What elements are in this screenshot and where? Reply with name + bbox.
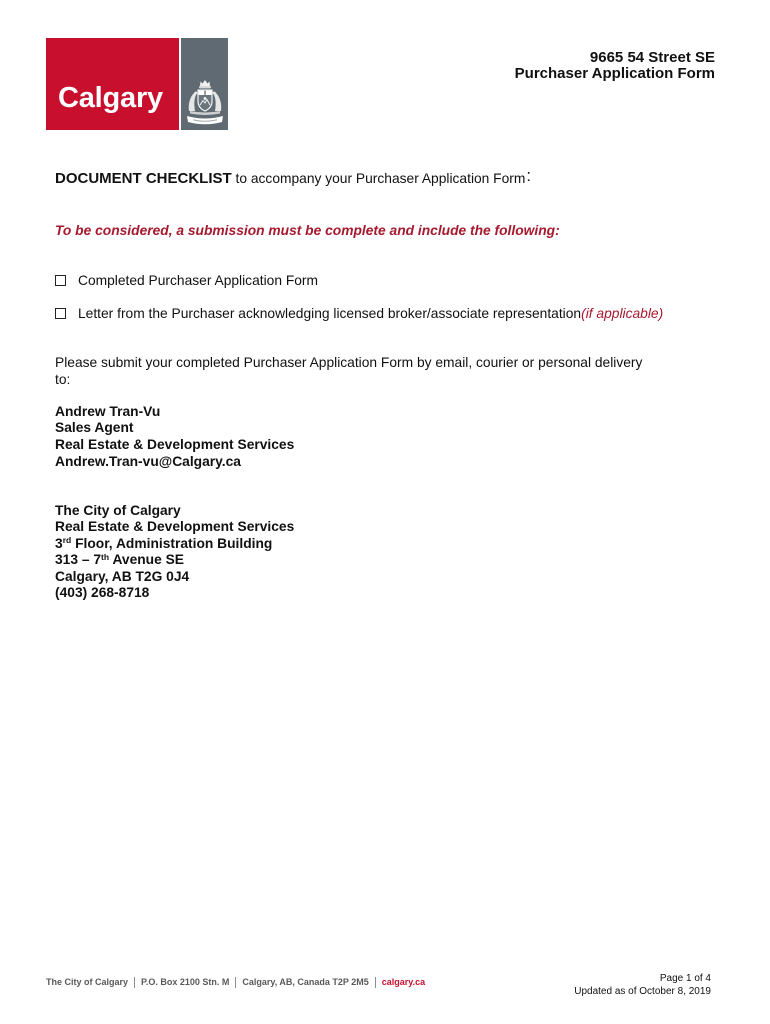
checklist-item-note: (if applicable) — [581, 305, 664, 321]
checklist-heading — [55, 169, 531, 188]
checkbox[interactable] — [55, 275, 66, 286]
property-address: 9665 54 Street SE — [589, 49, 715, 66]
page-info — [574, 972, 711, 998]
footer-letterhead — [46, 976, 425, 988]
logo-wordmark-panel — [46, 38, 179, 130]
floor-number: 3 — [55, 535, 63, 551]
footer-website: calgary.ca — [381, 977, 426, 987]
address-phone: (403) 268-8718 — [55, 585, 150, 601]
footer-po-box: P.O. Box 2100 Stn. M — [141, 977, 230, 987]
street-number: 313 – 7 — [55, 552, 102, 568]
address-street — [55, 552, 294, 568]
submission-instructions-line: to: — [55, 372, 71, 387]
contact-email: Andrew.Tran-vu@Calgary.ca — [55, 453, 241, 469]
coat-of-arms-icon — [185, 78, 225, 126]
last-updated: Updated as of October 8, 2019 — [574, 985, 711, 997]
city-of-calgary-logo — [46, 38, 228, 130]
contact-role: Sales Agent — [55, 420, 134, 436]
contact-name: Andrew Tran-Vu — [55, 403, 161, 419]
footer-city-postal: Calgary, AB, Canada T2P 2M5 — [242, 977, 369, 987]
footer-divider — [134, 977, 135, 988]
logo-crest-panel — [181, 38, 228, 130]
submission-instructions-line: Please submit your completed Purchaser Application Form by email, courier or personal delivery — [55, 355, 643, 370]
floor-building: Floor, Administration Building — [71, 535, 273, 551]
form-title: Purchaser Application Form — [514, 65, 715, 82]
checklist-title: DOCUMENT CHECKLIST — [55, 170, 232, 187]
footer-divider — [235, 977, 236, 988]
footer-divider — [375, 977, 376, 988]
document-header — [515, 50, 715, 82]
submission-requirement-notice: To be considered, a submission must be complete and include the following: — [55, 223, 560, 238]
footer-organization: The City of Calgary — [46, 977, 129, 987]
address-city-postal: Calgary, AB T2G 0J4 — [55, 568, 190, 584]
checklist-item-label: Letter from the Purchaser acknowledging licensed broker/associate representation — [78, 305, 582, 321]
address-organization: The City of Calgary — [55, 503, 181, 518]
checklist-item — [55, 271, 318, 289]
checkbox[interactable] — [55, 308, 66, 319]
mailing-address-block — [55, 503, 294, 601]
checklist-colon: : — [526, 167, 531, 185]
submission-instructions — [55, 354, 642, 388]
checklist-item-label: Completed Purchaser Application Form — [78, 272, 319, 288]
address-floor — [55, 536, 294, 552]
address-department: Real Estate & Development Services — [55, 519, 295, 535]
contact-department: Real Estate & Development Services — [55, 436, 295, 452]
street-ordinal: th — [101, 551, 110, 562]
checklist-subtitle: to accompany your Purchaser Application Form — [231, 171, 526, 186]
page-indicator: Page 1 of 4 — [659, 972, 711, 984]
checklist-item — [55, 304, 663, 322]
logo-wordmark: Calgary — [58, 82, 163, 114]
street-name: Avenue SE — [109, 552, 185, 568]
contact-block — [55, 404, 294, 471]
floor-ordinal: rd — [62, 535, 72, 546]
